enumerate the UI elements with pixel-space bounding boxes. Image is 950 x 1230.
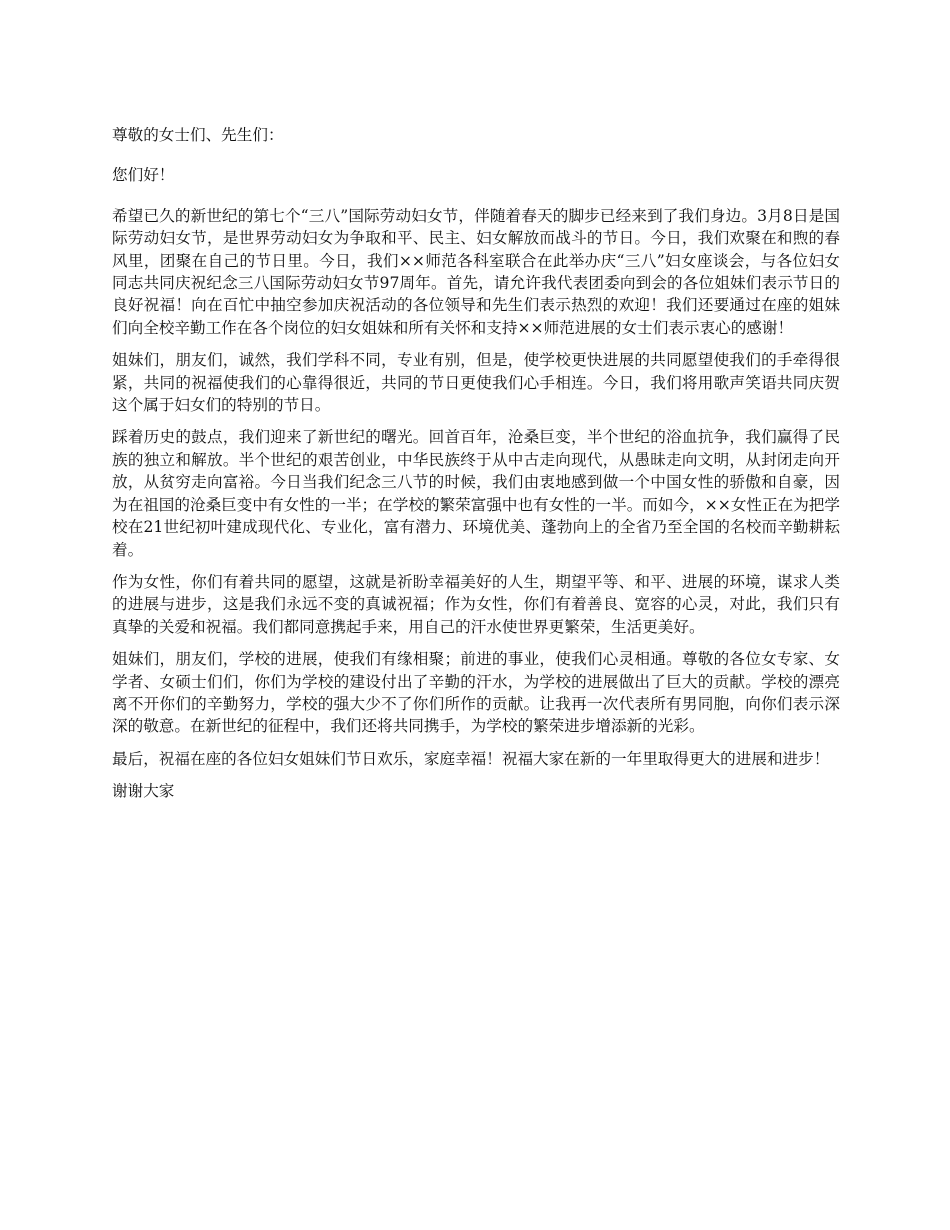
salutation: 尊敬的女士们、先生们： (112, 126, 284, 144)
paragraph-school-progress: 姐妹们，朋友们，学校的进展，使我们有缘相聚；前进的事业，使我们心灵相通。尊敬的各位女专家、女学者、女硕士们们，你们为学校的建设付出了辛勤的汗水，为学校的进展做出了巨大的贡献。学校的漂亮离不开你们的辛勤努力，学校的强大少不了你们所作的贡献。让我再一次代表所有男同胞，向你们表示深深的敬意。在新世纪的征程中，我们还将共同携手，为学校的繁荣进步增添新的光彩。 (112, 650, 840, 736)
closing-thanks: 谢谢大家 (112, 782, 175, 801)
paragraph-sisters-friends: 姐妹们，朋友们，诚然，我们学科不同，专业有别，但是，使学校更快进展的共同愿望使我们的手牵得很紧，共同的祝福使我们的心靠得很近，共同的节日更使我们心手相连。今日，我们将用歌声笑语共同庆贺这个属于妇女们的特别的节日。 (112, 351, 840, 415)
speech-document (112, 124, 840, 813)
greeting: 您们好！ (112, 166, 175, 185)
paragraph-final-wishes: 最后，祝福在座的各位妇女姐妹们节日欢乐，家庭幸福！祝福大家在新的一年里取得更大的进展和进步！ (112, 749, 830, 768)
paragraph-history: 踩着历史的鼓点，我们迎来了新世纪的曙光。回首百年，沧桑巨变，半个世纪的浴血抗争，我们赢得了民族的独立和解放。半个世纪的艰苦创业，中华民族终于从中古走向现代，从愚昧走向文明，从封闭走向开放，从贫穷走向富裕。今日当我们纪念三八节的时候，我们由衷地感到做一个中国女性的骄傲和自豪，因为在祖国的沧桑巨变中有女性的一半；在学校的繁荣富强中也有女性的一半。而如今，××女性正在为把学校在21世纪初叶建成现代化、专业化，富有潜力、环境优美、蓬勃向上的全省乃至全国的名校而辛勤耕耘着。 (112, 428, 840, 559)
paragraph-opening: 希望已久的新世纪的第七个“三八”国际劳动妇女节，伴随着春天的脚步已经来到了我们身边。3月8日是国际劳动妇女节，是世界劳动妇女为争取和平、民主、妇女解放而战斗的节日。今日，我们欢聚在和煦的春风里，团聚在自己的节日里。今日，我们××师范各科室联合在此举办庆“三八”妇女座谈会，与各位妇女同志共同庆祝纪念三八国际劳动妇女节97周年。首先，请允许我代表团委向到会的各位姐妹们表示节日的良好祝福！向在百忙中抽空参加庆祝活动的各位领导和先生们表示热烈的欢迎！我们还要通过在座的姐妹们向全校辛勤工作在各个岗位的妇女姐妹和所有关怀和支持××师范进展的女士们表示衷心的感谢！ (112, 206, 840, 337)
paragraph-as-women: 作为女性，你们有着共同的愿望，这就是祈盼幸福美好的人生，期望平等、和平、进展的环境，谋求人类的进展与进步，这是我们永远不变的真诚祝福；作为女性，你们有着善良、宽容的心灵，对此，我们只有真挚的关爱和祝福。我们都同意携起手来，用自己的汗水使世界更繁荣，生活更美好。 (112, 572, 840, 636)
